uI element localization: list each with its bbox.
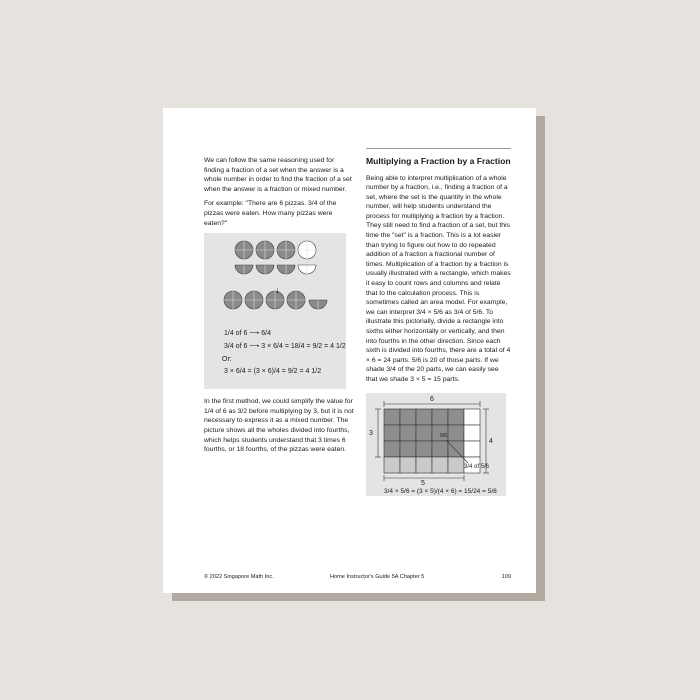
example-paragraph: For example: "There are 6 pizzas. 3/4 of the pizzas were eaten. How many pizzas were eaten?" — [204, 200, 337, 227]
header-rule — [366, 148, 511, 149]
grid-cell — [400, 457, 416, 473]
document-page — [163, 108, 536, 593]
copyright-text: © 2022 Singapore Math Inc. — [204, 574, 274, 580]
area-model-paragraph: Being able to interpret multiplication of a whole number by a fraction, i.e., finding a fraction of a set, where the set is the quantity in the whole number, will help students understand the process for multiplying a fraction by a fraction. They still need to find a fraction of a set, but this time the "set" is a fraction. This is a lot easier than trying to figure out how to do repeated addition of a fraction a fractional number of times. Multiplication of a fraction by a fraction is usually illustrated with a rectangle, which makes it easy to count rows and columns and relate that to the calculation process. This is sometimes called an area model. For example, we can interpret 3/4 × 5/6 as 3/4 of 5/6. To illustrate this pictorially, divide a rectangle into sixths either horizontally or vertically, and then into fourths in the other direction. Since each sixth is divided into fourths, there are a total of 4 × 6 = 24 parts. 5/6 is 20 of those parts. If we shade 3/4 of the 20 parts, we can easily see that we shade 3 × 5 = 15 parts. — [366, 174, 511, 383]
fives-label: 5 — [421, 479, 425, 487]
grid-cell — [416, 409, 432, 425]
grid-cell — [464, 425, 480, 441]
fraction-callout: 3/4 of 5/6 — [464, 463, 490, 470]
intro-paragraph: We can follow the same reasoning used for finding a fraction of a set when the answer is a whole number in order to find the fraction of a set when the answer is a fraction or mixed number. — [204, 157, 352, 193]
grid-cell — [448, 457, 464, 473]
pizza-diagram — [204, 233, 346, 389]
guide-chapter-text: Home Instructor's Guide 5A Chapter 5 — [330, 574, 425, 580]
grid-cell — [384, 441, 400, 457]
down-arrow: ↓ — [275, 285, 280, 296]
method-paragraph: In the first method, we could simplify the value for 1/4 of 6 as 3/2 before multiplying by 3, but it is not necessary to express it as a mixed number. The picture shows all the wholes divided into fourths, which helps students understand that 3 times 6 fourths, or 18 fourths, of the pizzas were eaten. — [204, 398, 354, 454]
fraction-label: 5/6 — [440, 432, 447, 439]
fourths-label: 4 — [489, 437, 493, 445]
right-column — [366, 156, 511, 496]
grid-cell — [448, 409, 464, 425]
grid-cell — [416, 457, 432, 473]
grid-cell — [416, 425, 432, 441]
grid-cell — [400, 409, 416, 425]
area-model-diagram — [366, 393, 506, 496]
grid-cell — [400, 425, 416, 441]
grid-cell — [464, 409, 480, 425]
grid-cell — [400, 441, 416, 457]
or-label: Or: — [222, 356, 232, 364]
grid-cell — [448, 441, 464, 457]
area-equation: 3/4 × 5/6 = (3 × 5)/(4 × 6) = 15/24 = 5/8 — [384, 487, 497, 495]
left-column — [204, 156, 354, 460]
page-number: 109 — [501, 574, 511, 580]
equation-three-quarters-of-six: 3/4 of 6 ⟶ 3 × 6/4 = 18/4 = 9/2 = 4 1/2 — [224, 343, 346, 351]
area-model-figure — [366, 393, 506, 496]
grid-cell — [432, 441, 448, 457]
width-label: 6 — [430, 395, 434, 403]
equation-alternative: 3 × 6/4 = (3 × 6)/4 = 9/2 = 4 1/2 — [224, 368, 322, 376]
pizza-figure — [204, 233, 346, 389]
grid-cell — [448, 425, 464, 441]
grid-cell — [432, 457, 448, 473]
grid-cell — [384, 457, 400, 473]
grid-cell — [384, 425, 400, 441]
grid-cell — [384, 409, 400, 425]
grid-cell — [416, 441, 432, 457]
section-title: Multiplying a Fraction by a Fraction — [366, 156, 511, 166]
grid-cell — [432, 409, 448, 425]
equation-quarter-of-six: 1/4 of 6 ⟶ 6/4 — [224, 330, 272, 338]
page-footer — [204, 574, 511, 582]
grid-cell — [464, 441, 480, 457]
height-label: 3 — [369, 429, 373, 437]
